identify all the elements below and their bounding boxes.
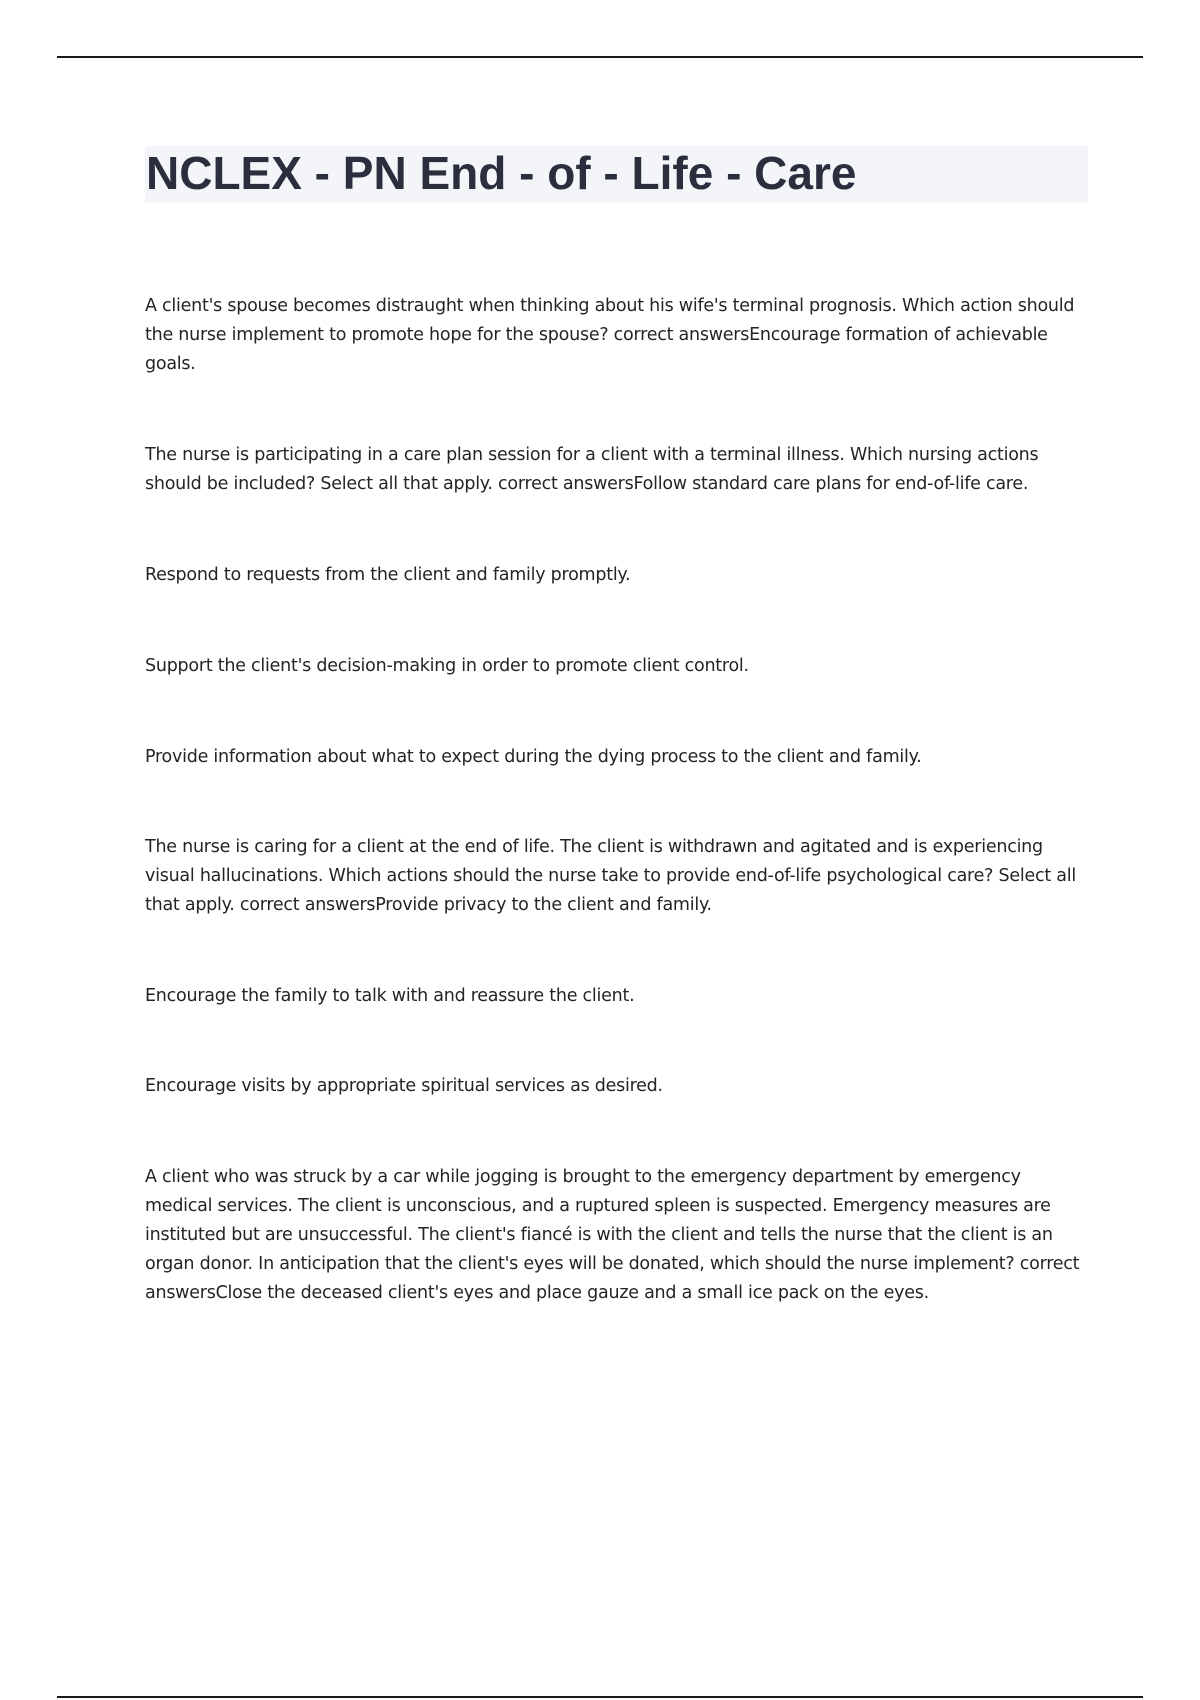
paragraph-1: A client's spouse becomes distraught when thinking about his wife's terminal prognosis. Which action should the nurse implement to promote hope for the spouse? correct answersEncourage formation of achievable goals. <box>145 296 1075 374</box>
paragraph-7: Encourage the family to talk with and reassure the client. <box>145 986 635 1006</box>
paragraph-9: A client who was struck by a car while jogging is brought to the emergency department by emergency medical services. The client is unconscious, and a ruptured spleen is suspected. Emergency measures are instituted but are unsuccessful. The client's fiancé is with the client and tells the nurse that the client is an organ donor. In anticipation that the client's eyes will be donated, which should the nurse implement? correct answersClose the deceased client's eyes and place gauze and a small ice pack on the eyes. <box>145 1167 1080 1303</box>
page-title: NCLEX - PN End - of - Life - Care <box>146 147 857 199</box>
paragraph-2: The nurse is participating in a care plan session for a client with a terminal illness. Which nursing actions should be included? Select all that apply. correct answersFollow standard care plans for end-of-life care. <box>145 445 1039 494</box>
paragraph-8: Encourage visits by appropriate spiritual services as desired. <box>145 1076 663 1096</box>
paragraph-6: The nurse is caring for a client at the end of life. The client is withdrawn and agitated and is experiencing visual hallucinations. Which actions should the nurse take to provide end-of-life psychological care? Select all that apply. correct answersProvide privacy to the client and family. <box>145 837 1076 915</box>
bottom-rule <box>57 1696 1143 1698</box>
paragraph-4: Support the client's decision-making in order to promote client control. <box>145 656 749 676</box>
paragraph-5: Provide information about what to expect during the dying process to the client and family. <box>145 747 922 767</box>
paragraph-3: Respond to requests from the client and family promptly. <box>145 565 631 585</box>
top-rule <box>57 56 1143 58</box>
